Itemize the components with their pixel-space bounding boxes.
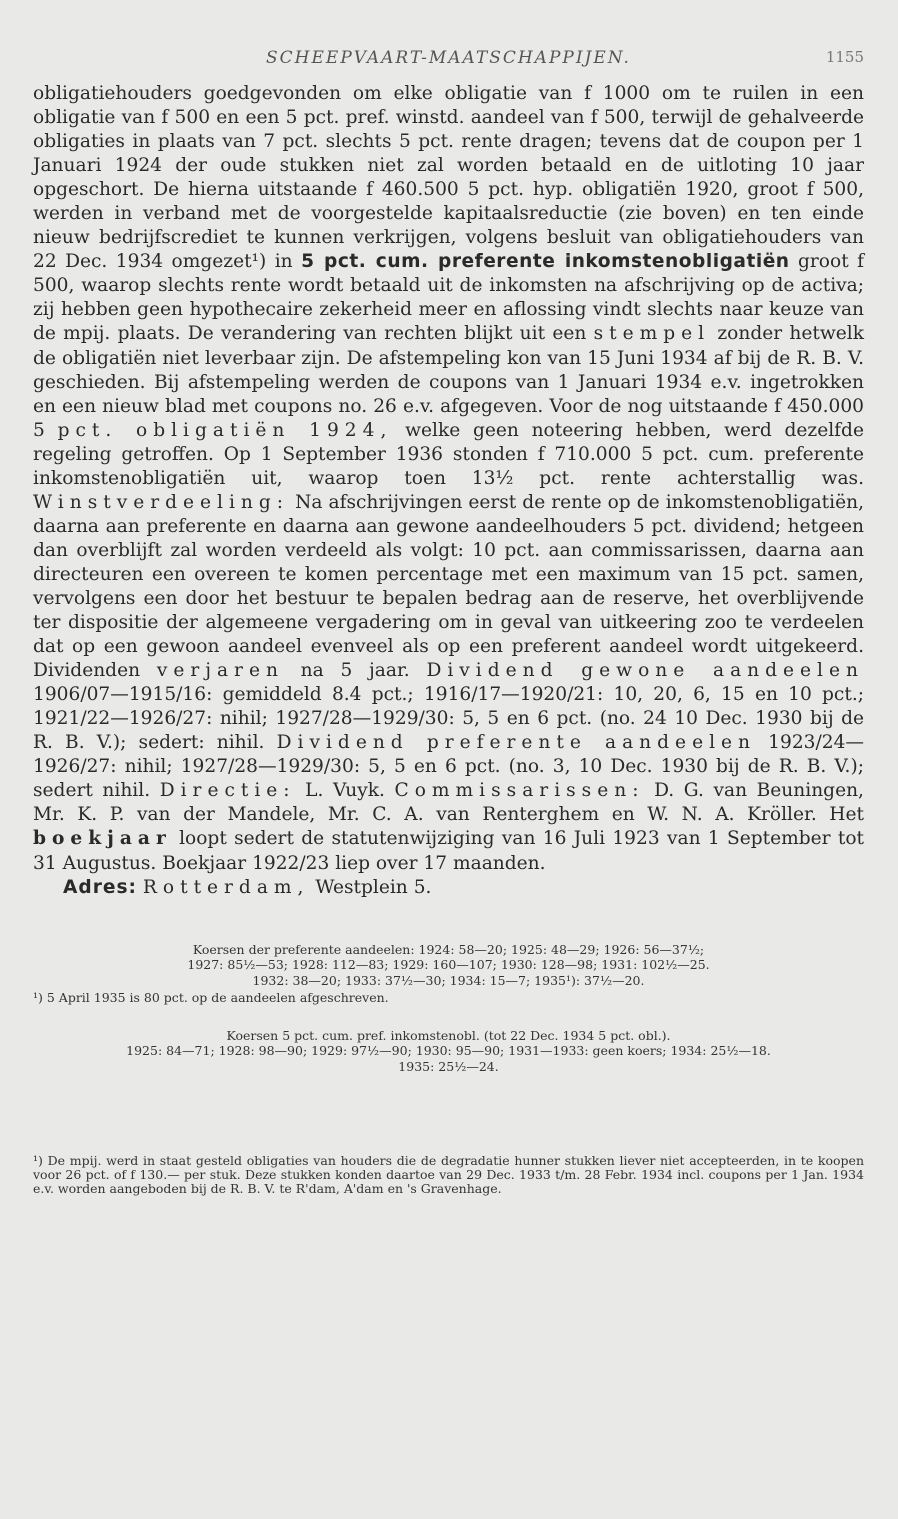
spaced-term: pct. obligatiën 1924,: [57, 419, 393, 441]
text-segment: 1923/24—1926/27: nihil; 1927/28—1929/30: 5, 5 en 6 pct. (no. 3, 10 Dec. 1930 bij de R. B. V.); sedert nihil.: [33, 732, 864, 802]
footnote: ¹) 5 April 1935 is 80 pct. op de aandeelen afgeschreven.: [33, 990, 389, 1006]
koersen-line: 1925: 84—71; 1928: 98—90; 1929: 97½—90; 1930: 95—90; 1931—1933: geen koers; 1934: 25½—18.: [126, 1043, 771, 1059]
footnote: ¹) De mpij. werd in staat gesteld obligaties van houders die de degradatie hunner stukken liever niet accepteerden, in te koopen voor 26 pct. of f 130.— per stuk. Deze stukken konden daartoe van 29 Dec. 1933 t/m. 28 Febr. 1934 incl. coupons per 1 Jan. 1934 e.v. worden aangeboden bij de R. B. V. te R'dam, A'dam en 's Gravenhage.: [33, 1153, 864, 1197]
bold-term: 5 pct. cum. preferente inkomstenobligatiën: [301, 251, 790, 273]
text-segment: welke geen noteering hebben, werd dezelfde regeling getroffen. Op 1 September 1936 stonden f 710.000 5 pct. cum. preferente inkomstenobligatiën uit, waarop toen 13½ pct. rente achterstallig was.: [33, 419, 864, 489]
text-segment: 1906/07—1915/16: gemiddeld 8.4 pct.; 1916/17—1920/21: 10, 20, 6, 15 en 10 pct.; 1921/22—1926/27: nihil; 1927/28—1929/30: 5, 5 en 6 pct. (no. 24 10 Dec. 1930 bij de R. B. V.); sedert: nihil.: [33, 684, 864, 754]
page-number: 1155: [825, 48, 864, 66]
address-line: [63, 876, 864, 900]
running-head: [33, 48, 864, 82]
koersen-line: 1927: 85½—53; 1928: 112—83; 1929: 160—107; 1930: 128—98; 1931: 102½—25.: [187, 957, 710, 973]
text-segment: Na afschrijvingen eerst de rente op de inkomstenobligatiën, daarna aan preferente en daarna aan gewone aandeelhouders 5 pct. dividend; hetgeen dan overblijft zal worden verdeeld als volgt: 10 pct. aan commissarissen, daarna aan directeuren een overeen te komen percentage met een maximum van 15 pct. samen, vervolgens een door het bestuur te bepalen bedrag aan de reserve, het overblijvende ter dispositie der algemeene vergadering om in geval van uitkeering zoo te verdeelen dat op een gewoon aandeel evenveel als op een preferent aandeel wordt uitgekeerd. Dividenden: [33, 491, 864, 682]
spaced-term: verjaren: [156, 660, 284, 682]
address-city: Rotterdam,: [142, 876, 310, 898]
koersen-line: 1932: 38—20; 1933: 37½—30; 1934: 15—7; 1935¹): 37½—20.: [252, 972, 645, 988]
text-segment: L. Vuyk.: [305, 780, 385, 802]
koersen-line: 1935: 25½—24.: [398, 1058, 499, 1074]
address-label: Adres:: [63, 876, 137, 898]
koersen-preferente-block: [33, 942, 864, 1006]
text-segment: na 5 jaar.: [300, 660, 410, 682]
running-head-title: SCHEEPVAART-MAATSCHAPPIJEN.: [266, 48, 631, 68]
text-segment: obligatiehouders goedgevonden om elke obligatie van f 1000 om te ruilen in een obligatie van f 500 en een 5 pct. pref. winstd. aandeel van f 500, terwijl de gehalveerde obligaties in plaats van 7 pct. slechts 5 pct. rente dragen; tevens dat de coupon per 1 Januari 1924 der oude stukken niet zal worden betaald en de uitloting 10 jaar opgeschort. De hierna uitstaande f 460.500 5 pct. hyp. obligatiën 1920, groot f 500, werden in verband met de voorgestelde kapitaalsreductie (zie boven) en ten einde nieuw bedrijfscrediet te kunnen verkrijgen, volgens besluit van obligatiehouders van 22 Dec. 1934 omgezet¹) in: [33, 83, 864, 273]
main-paragraph: [33, 82, 864, 876]
text-segment: zonder hetwelk de obligatiën niet leverbaar zijn. De afstempeling kon van 15 Juni 1934 af bij de R. B. V. geschieden. Bij afstempeling werden de coupons van 1 Januari 1934 e.v. ingetrokken en een nieuw blad met coupons no. 26 e.v. afgegeven. Voor de nog uitstaande f 450.000 5: [33, 323, 864, 441]
koersen-line: Koersen 5 pct. cum. pref. inkomstenobl. (tot 22 Dec. 1934 5 pct. obl.).: [226, 1027, 671, 1043]
spaced-term: Dividend gewone aandeelen: [426, 660, 864, 682]
text-segment: loopt sedert de statutenwijziging van 16 Juli 1923 van 1 September tot 31 Augustus. Boekjaar 1922/23 liep over 17 maanden.: [33, 828, 865, 874]
koersen-obligaties-block: [33, 1028, 864, 1075]
text-segment: D. G. van Beuningen, Mr. K. P. van der Mandele, Mr. C. A. van Renterghem en W. N. A. Kröller. Het: [33, 780, 864, 826]
spaced-term: Winstverdeeling:: [33, 491, 290, 513]
spaced-term: Dividend preferente aandeelen: [276, 732, 756, 754]
address-street: Westplein 5.: [315, 876, 432, 898]
spaced-term: Directie:: [159, 780, 296, 802]
spaced-term: stempel: [593, 323, 711, 345]
text-segment: groot f 500, waarop slechts rente wordt betaald uit de inkomsten na afschrijving op de activa; zij hebben geen hypothecaire zekerheid meer en aflossing vindt slechts naar keuze van de mpij. plaats. De verandering van rechten blijkt uit een: [33, 251, 864, 345]
spaced-term: Commissarissen:: [394, 780, 645, 802]
koersen-line: Koersen der preferente aandeelen: 1924: 58—20; 1925: 48—29; 1926: 56—37½;: [192, 941, 705, 957]
bold-term: boekjaar: [33, 828, 172, 850]
